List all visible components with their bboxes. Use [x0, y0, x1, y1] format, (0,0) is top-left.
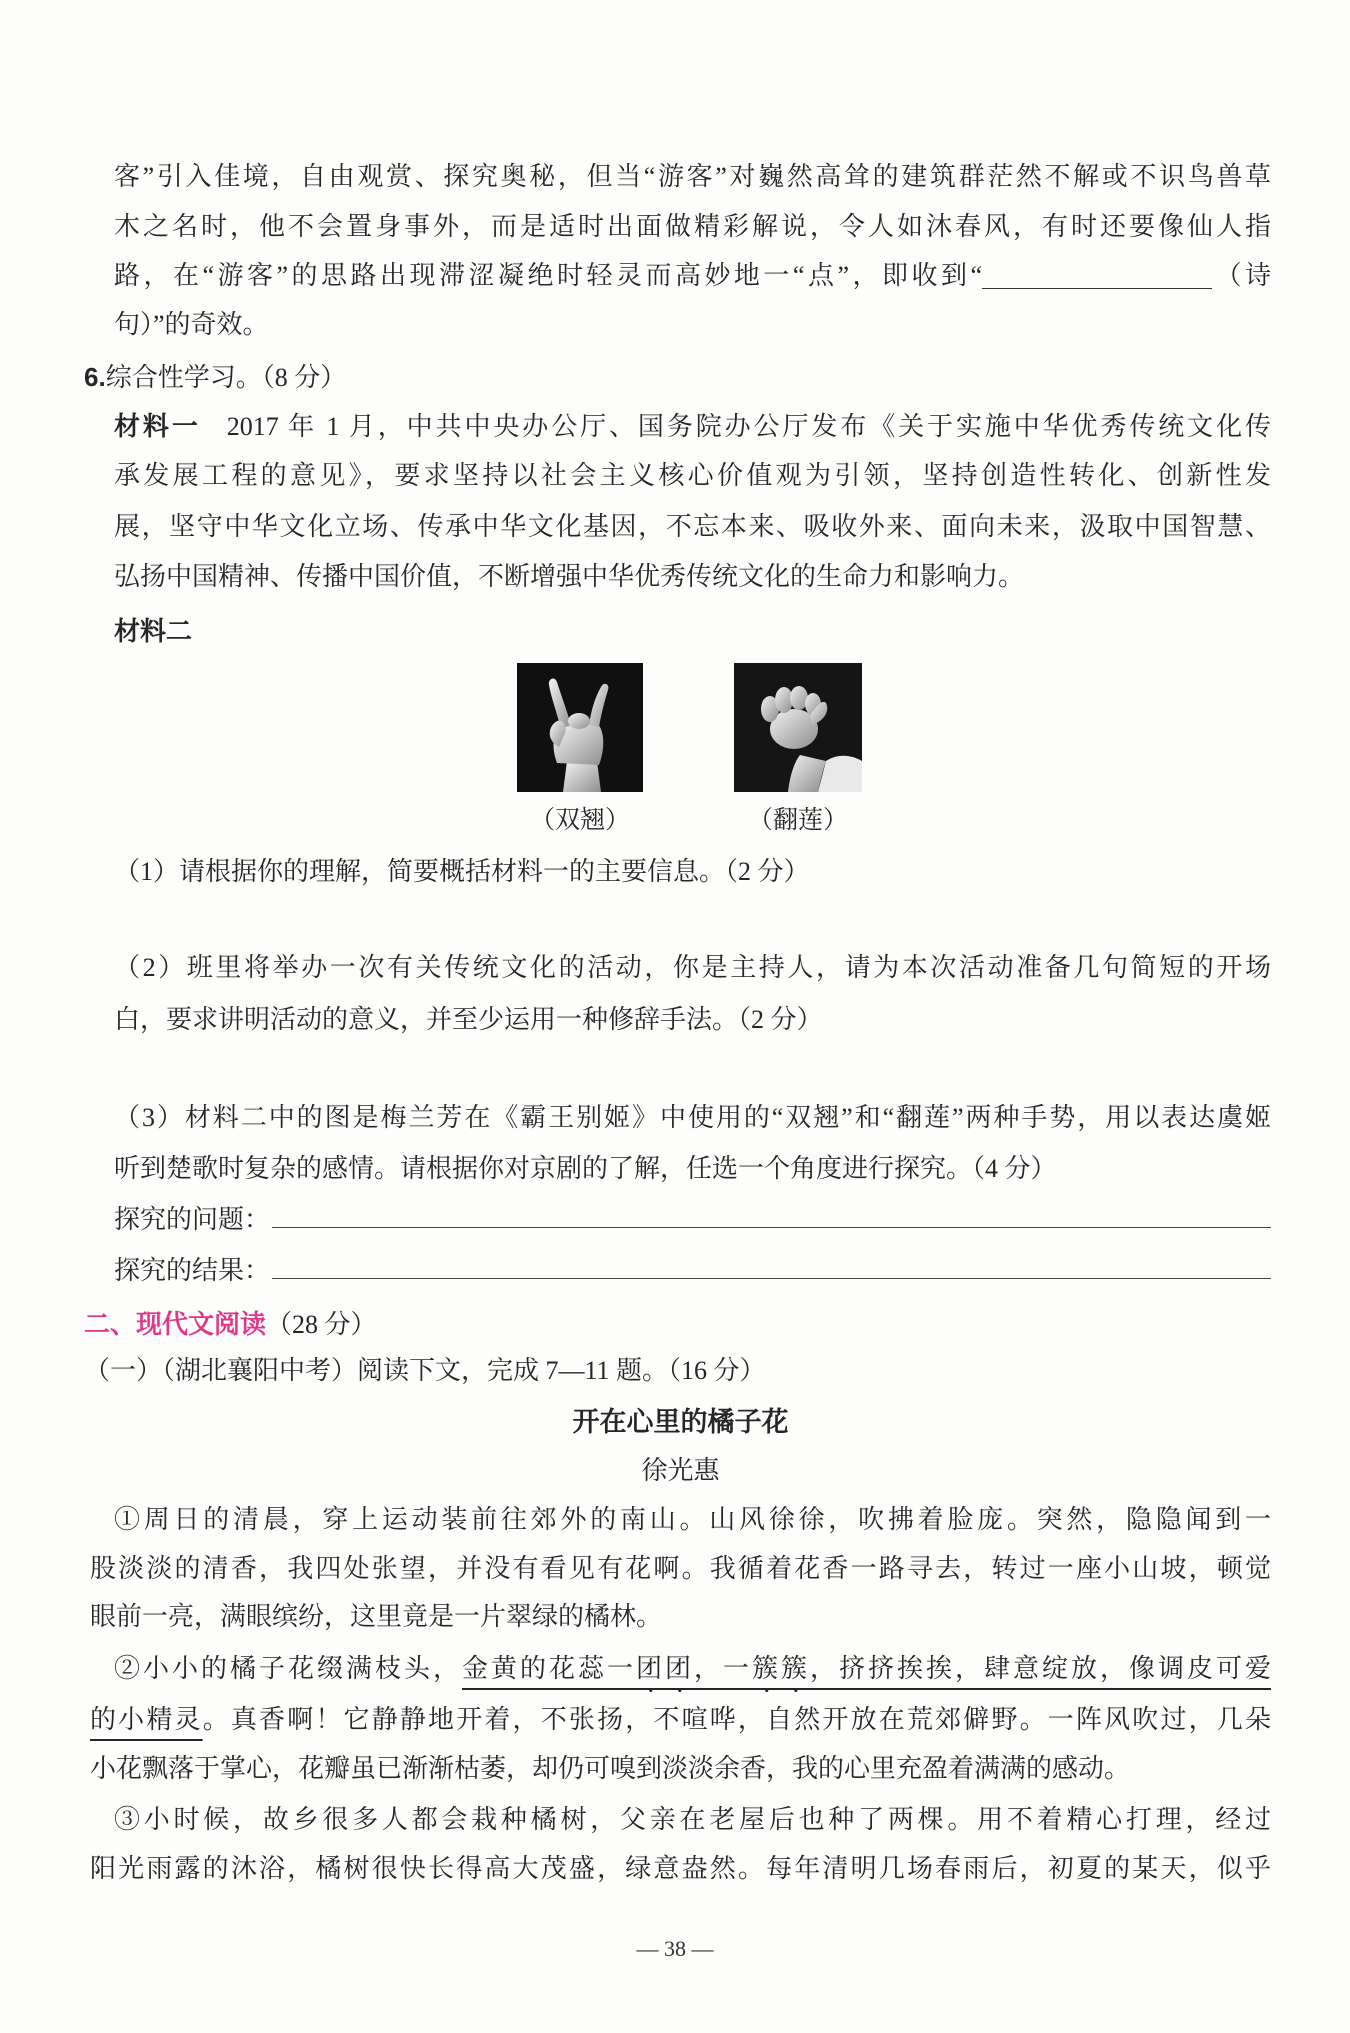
paragraph-3-line-1: ③小时候，故乡很多人都会栽种橘树，父亲在老屋后也种了两棵。用不着精心打理，经过: [114, 1805, 1271, 1834]
photo-caption-shuangqiao: （双翘）: [529, 807, 630, 834]
paragraph-2-line-1: [114, 1649, 1271, 1689]
poem-answer-blank: [982, 266, 1212, 289]
intro-line-2: 木之名时，他不会置身事外，而是适时出面做精彩解说，令人如沐春风，有时还要像仙人指: [114, 212, 1271, 241]
sub-question-3-line-2: 听到楚歌时复杂的感情。请根据你对京剧的了解，任选一个角度进行探究。（4 分）: [114, 1154, 1057, 1183]
paragraph-2-line-1-text: ②小小的橘子花缀满枝头，: [114, 1654, 462, 1683]
shuangqiao-gesture-photo: [517, 663, 643, 792]
paragraph-2-line-2-text: 。真香啊！它静静地开着，不张扬，不喧哗，自然开放在荒郊僻野。一阵风吹过，几朵: [202, 1705, 1271, 1734]
underlined-text: ，一: [693, 1654, 752, 1683]
material-2-label: 材料二: [114, 616, 193, 646]
section-heading-label: 二、现代文阅读: [84, 1309, 267, 1339]
question-title: 综合性学习。（8 分）: [105, 363, 347, 392]
underlined-sentence-end: 的小精灵: [90, 1705, 203, 1734]
dotted-word: 簇簇: [751, 1654, 810, 1683]
fanlian-gesture-photo: [734, 663, 862, 792]
probe-result-row: [114, 1251, 1271, 1291]
question-6-heading: [84, 357, 784, 397]
underlined-text: ，挤挤挨挨，肆意绽放，像调皮可爱: [809, 1654, 1271, 1683]
intro-line-4: 句）”的奇效。: [114, 310, 269, 339]
paragraph-2-line-2: [90, 1700, 1271, 1740]
intro-line-3-text: 路，在“游客”的思路出现滞涩凝绝时轻灵而高妙地一“点”，即收到“: [114, 261, 982, 290]
paragraph-3-line-2: 阳光雨露的沐浴，橘树很快长得高大茂盛，绿意盎然。每年清明几场春雨后，初夏的某天，似乎: [90, 1854, 1271, 1883]
paragraph-2-line-3: 小花飘落于掌心，花瓣虽已渐渐枯萎，却仍可嗅到淡淡余香，我的心里充盈着满满的感动。: [90, 1754, 1131, 1783]
page-number: — 38 —: [636, 1936, 714, 1961]
material-1-line-1: [114, 406, 1271, 446]
material-1-label: 材料一: [114, 411, 201, 441]
section-heading-score: （28 分）: [266, 1310, 377, 1339]
material-1-line-4: 弘扬中国精神、传播中国价值，不断增强中华优秀传统文化的生命力和影响力。: [114, 562, 1025, 591]
passage-instruction: （一）（湖北襄阳中考）阅读下文，完成 7—11 题。（16 分）: [84, 1356, 766, 1385]
intro-line-1: 客”引入佳境，自由观赏、探究奥秘，但当“游客”对巍然高耸的建筑群茫然不解或不识鸟兽草: [114, 162, 1271, 191]
probe-result-answer-line: [272, 1254, 1271, 1279]
material-1-line-3: 展，坚守中华文化立场、传承中华文化基因，不忘本来、吸收外来、面向未来，汲取中国智慧、: [114, 512, 1271, 541]
paragraph-1-line-3: 眼前一亮，满眼缤纷，这里竟是一片翠绿的橘林。: [90, 1602, 663, 1631]
underlined-text: 金黄的花蕊一: [461, 1654, 636, 1683]
paragraph-1-line-2: 股淡淡的清香，我四处张望，并没有看见有花啊。我循着花香一路寻去，转过一座小山坡，顿觉: [90, 1554, 1271, 1583]
material-1-text: 2017 年 1 月，中共中央办公厅、国务院办公厅发布《关于实施中华优秀传统文化传: [226, 412, 1271, 441]
question-number: 6.: [84, 362, 106, 392]
sub-question-3-line-1: （3）材料二中的图是梅兰芳在《霸王别姬》中使用的“双翘”和“翻莲”两种手势，用以表达虞姬: [114, 1103, 1271, 1132]
probe-question-answer-line: [272, 1203, 1271, 1228]
material-1-line-2: 承发展工程的意见》，要求坚持以社会主义核心价值观为引领，坚持创造性转化、创新性发: [114, 461, 1271, 490]
probe-result-label: 探究的结果：: [114, 1256, 271, 1285]
section-heading: [84, 1304, 784, 1344]
photo-caption-fanlian: （翻莲）: [747, 807, 848, 834]
probe-question-label: 探究的问题：: [114, 1205, 271, 1234]
intro-line-3-tail: （诗: [1212, 261, 1271, 290]
sub-question-1: （1）请根据你的理解，简要概括材料一的主要信息。（2 分）: [114, 857, 810, 886]
underlined-sentence: [462, 1654, 1271, 1683]
passage-author: 徐光惠: [641, 1456, 720, 1485]
intro-line-3: [114, 256, 1271, 296]
probe-question-row: [114, 1200, 1271, 1240]
passage-title: 开在心里的橘子花: [572, 1407, 789, 1437]
sub-question-2-line-2: 白，要求讲明活动的意义，并至少运用一种修辞手法。（2 分）: [114, 1005, 823, 1034]
paragraph-1-line-1: ①周日的清晨，穿上运动装前往郊外的南山。山风徐徐，吹拂着脸庞。突然，隐隐闻到一: [114, 1505, 1271, 1534]
dotted-word: 团团: [635, 1654, 694, 1683]
sub-question-2-line-1: （2）班里将举办一次有关传统文化的活动，你是主持人，请为本次活动准备几句简短的开场: [114, 953, 1271, 982]
